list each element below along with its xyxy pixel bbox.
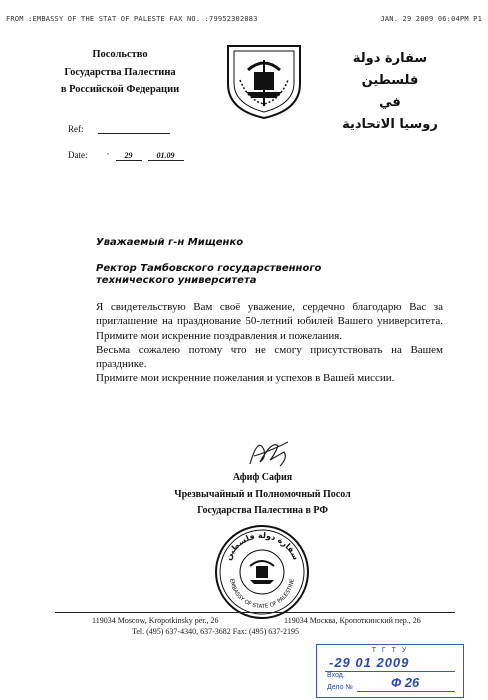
signer-country: Государства Палестина в РФ — [197, 505, 328, 516]
letterhead-ru-line-2: Государства Палестина — [64, 66, 176, 78]
footer-phone-fax: Tel. (495) 637-4340, 637-3682 Fax: (495) 637-2195 — [132, 627, 299, 636]
ref-blank-line — [98, 125, 170, 134]
signature-block — [150, 470, 375, 520]
stamp-incoming-label: Вход. — [327, 672, 345, 679]
letterhead-russian — [40, 46, 200, 99]
letter-body — [96, 300, 443, 386]
stamp-case-number: Ф 26 — [391, 675, 420, 690]
date-field — [68, 150, 184, 161]
letterhead-ru-line-3: в Российской Федерации — [60, 84, 180, 95]
date-month-year: 01.09 — [148, 151, 184, 161]
signer-title: Чрезвычайный и Полномочный Посол — [174, 488, 351, 500]
letter-paragraph-3: Примите мои искренние пожелания и успехов в Вашей миссии. — [96, 372, 395, 385]
letter-paragraph-1: Я свидетельствую Вам своё уважение, сердечно благодарю Вас за приглашение на празднование 50-летний юбилей Вашего университета. Примите мои искренние поздравления и пожелания. — [96, 301, 443, 342]
letterhead-ru-line-1: Посольство — [92, 49, 148, 60]
letterhead-ar-line-1: سفارة دولة فلسطين — [352, 51, 428, 88]
stamp-rule-2 — [357, 691, 455, 692]
received-stamp — [316, 644, 464, 698]
stamp-organization: Т Г Т У — [371, 647, 409, 654]
stamp-date: -29 01 2009 — [329, 655, 410, 670]
footer-address — [92, 616, 452, 626]
reference-field — [68, 124, 170, 134]
stamp-case-label: Дело № — [327, 684, 353, 691]
ref-label: Ref: — [68, 124, 84, 134]
seal-english-text: EMBASSY OF STATE OF PALESTINE — [228, 578, 296, 611]
date-label: Date: — [68, 150, 88, 160]
embassy-seal — [212, 522, 312, 622]
letterhead-ar-line-2: في — [379, 95, 401, 110]
palestine-emblem-icon — [218, 40, 310, 120]
footer-address-english: 119034 Moscow, Kropotkinsky per., 26 — [92, 616, 219, 625]
footer-divider — [55, 612, 455, 613]
letter-greeting: Уважаемый г-н Мищенко — [96, 237, 244, 248]
letter-recipient: Ректор Тамбовского государственного технического университета — [96, 263, 322, 286]
fax-header-sender: FROM :EMBASSY OF THE STAT OF PALESTE FAX NO. :79952302083 — [6, 15, 258, 23]
date-day: 29 — [116, 151, 142, 161]
signer-name: Афиф Сафия — [232, 472, 293, 483]
footer-address-russian: 119034 Москва, Кропоткинский пер., 26 — [284, 616, 421, 625]
handwritten-signature — [244, 432, 292, 472]
fax-header-timestamp: JAN. 29 2009 06:04PM P1 — [380, 15, 482, 23]
letterhead-arabic — [330, 48, 450, 136]
date-quote-mark: " — [106, 152, 110, 160]
letterhead-ar-line-3: روسيا الاتحادية — [342, 117, 438, 132]
seal-arabic-text: سفارة دولة فلسطين — [223, 530, 301, 562]
letter-paragraph-2: Весьма сожалею потому что не смогу присутствовать на Вашем празднике. — [96, 343, 443, 371]
